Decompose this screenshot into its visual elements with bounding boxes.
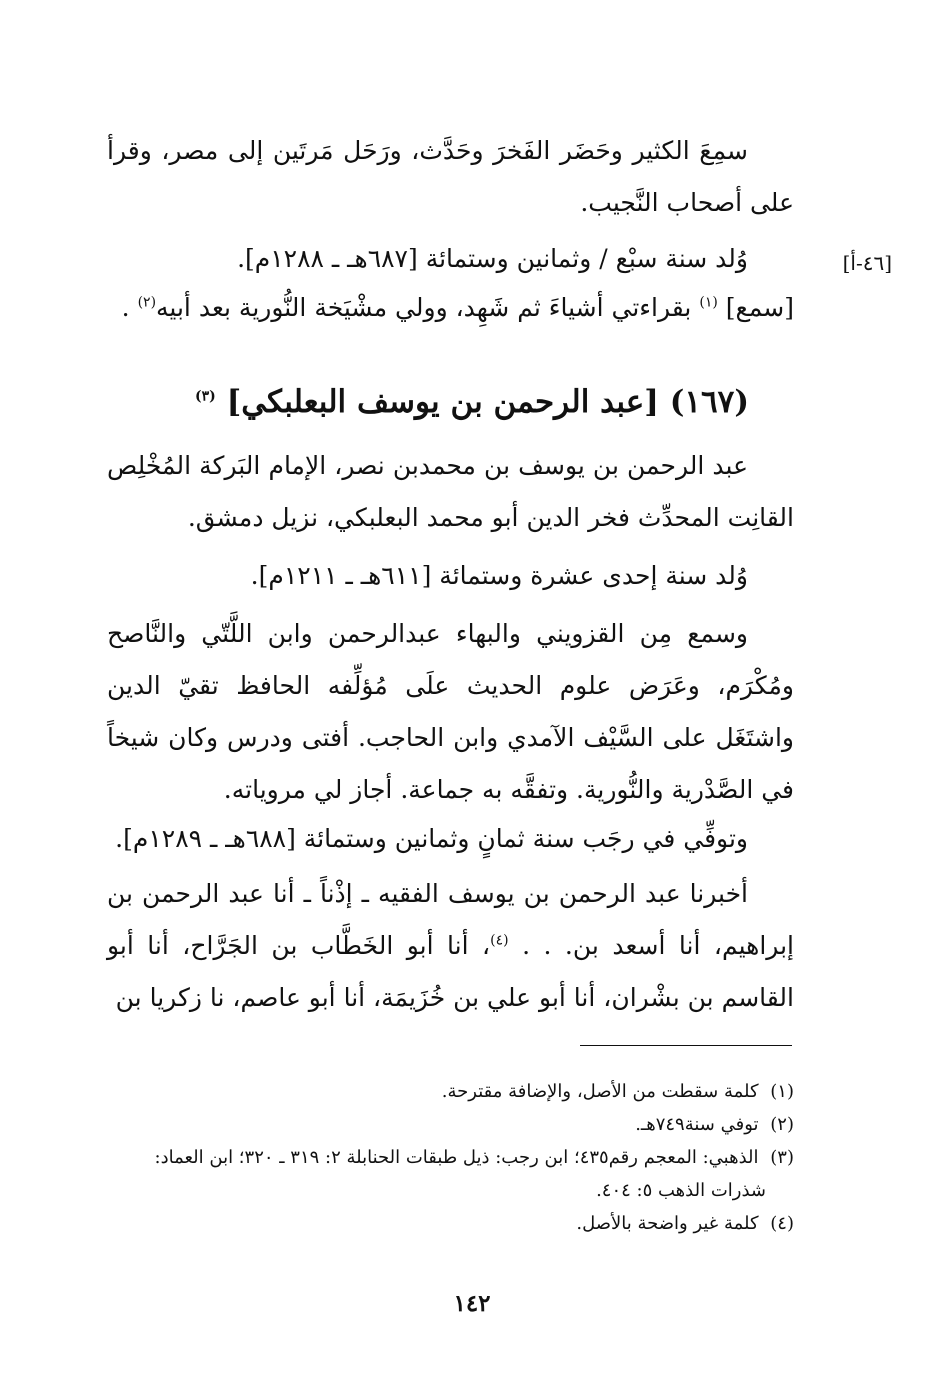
paragraph-birth-text: وُلد سنة إحدى عشرة وستمائة [٦١١هـ ـ ١٢١١م].: [250, 561, 748, 590]
footnote-4: [107, 1207, 794, 1240]
paragraph-name: [107, 440, 794, 544]
entry-heading-text: (١٦٧) [عبد الرحمن بن يوسف البعلبكي]: [226, 384, 749, 420]
footnote-1-text: كلمة سقطت من الأصل، والإضافة مقترحة.: [441, 1081, 759, 1102]
paragraph-studies: [107, 608, 794, 816]
paragraph-isnad: [107, 868, 794, 1024]
footnote-ref-3: (٣): [194, 388, 216, 405]
footnotes: [107, 1075, 794, 1240]
bracket-heard: [سمع]: [725, 293, 794, 322]
paragraph-isnad-start: أخبرنا عبد الرحمن بن يوسف الفقيه ـ إذْناً ـ أنا عبد الرحمن بن إبراهيم، أنا أسعد بن. . .: [107, 879, 794, 960]
page-number: ١٤٢: [453, 1290, 491, 1317]
paragraph-born-text: وُلد سنة سبْع / وثمانين وستمائة [٦٨٧هـ ـ ١٢٨٨م].: [237, 244, 748, 273]
footnote-ref-1: (١): [699, 294, 718, 311]
footnote-3-number: (٣): [770, 1147, 794, 1168]
paragraph-birth: [107, 550, 794, 602]
footnote-4-text: كلمة غير واضحة بالأصل.: [576, 1213, 759, 1234]
footnote-3-cont-text: شذرات الذهب ٥: ٤٠٤.: [596, 1180, 766, 1201]
footnote-ref-2: (٢): [137, 294, 157, 311]
paragraph-born: [107, 233, 794, 285]
footnote-3: [107, 1141, 794, 1174]
footnote-2-number: (٢): [770, 1114, 794, 1135]
paragraph-studies-text: وسمع مِن القزويني والبهاء عبدالرحمن وابن اللَّتّي والنَّاصح ومُكْرَم، وعَرَض علوم الحديث علَى مُؤلِّفه الحافظ تقيّ الدين واشتَغَل على السَّيْف الآمدي وابن الحاجب. أفتى ودرس وكان شيخاً في الصَّدْرية والنُّورية. وتفقَّه به جماعة. أجاز لي مروياته.: [107, 619, 794, 804]
footnote-3-continuation: [107, 1174, 794, 1207]
footnote-separator: [580, 1045, 792, 1046]
paragraph-heard: [107, 125, 794, 229]
paragraph-death: [107, 813, 794, 865]
manuscript-folio-ref: [٤٦-أ]: [842, 251, 892, 275]
paragraph-death-text: وتوفِّي في رجَب سنة ثمانٍ وثمانين وستمائة [٦٨٨هـ ـ ١٢٨٩م].: [115, 824, 748, 853]
paragraph-heard-reading-text: بقراءتي أشياءَ ثم شَهِد، وولي مشْيَخة النُّورية بعد أبيه: [156, 293, 692, 322]
footnote-2: [107, 1108, 794, 1141]
footnote-ref-4: (٤): [490, 932, 509, 949]
entry-heading: [180, 372, 764, 432]
footnote-1-number: (١): [770, 1081, 794, 1102]
paragraph-isnad-end: ، أنا أبو الخَطَّاب بن الجَرَّاح، أنا أبو القاسم بن بشْران، أنا أبو علي بن خُزَيمَة، أنا أبو عاصم، نا زكريا بن: [107, 931, 794, 1012]
paragraph-heard-text: سمِعَ الكثير وحَضَر الفَخرَ وحَدَّث، ورَحَل مَرتَين إلى مصر، وقرأ على أصحاب النَّجيب.: [107, 136, 794, 217]
period: .: [121, 293, 130, 322]
paragraph-heard-reading: [107, 282, 794, 334]
footnote-3-text: الذهبي: المعجم رقم٤٣٥؛ ابن رجب: ذيل طبقات الحنابلة ٢: ٣١٩ ـ ٣٢٠؛ ابن العماد:: [154, 1147, 759, 1168]
footnote-4-number: (٤): [770, 1213, 794, 1234]
footnote-2-text: توفي سنة٧٤٩هـ.: [635, 1114, 759, 1135]
footnote-1: [107, 1075, 794, 1108]
paragraph-name-text: عبد الرحمن بن يوسف بن محمدبن نصر، الإمام البَركة المُخْلِص القانِت المحدِّث فخر الدين أبو محمد البعلبكي، نزيل دمشق.: [107, 451, 794, 532]
